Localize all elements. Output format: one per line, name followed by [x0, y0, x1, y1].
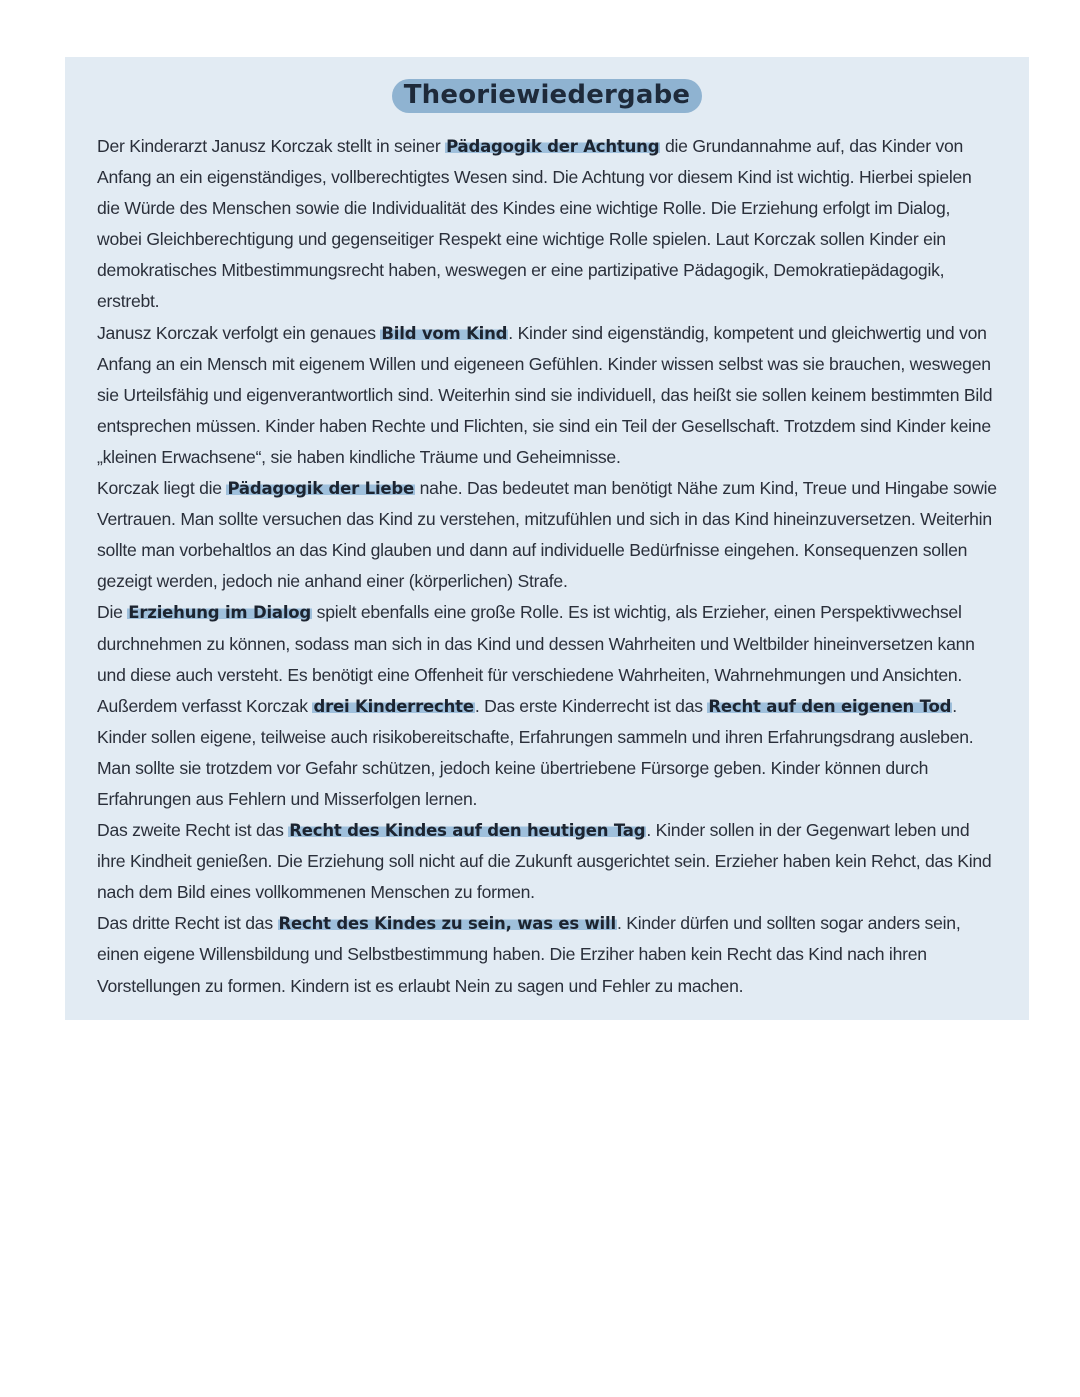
highlight-term: Pädagogik der Liebe [227, 479, 414, 499]
highlight-term: Erziehung im Dialog [128, 603, 312, 623]
highlight-term: Recht des Kindes auf den heutigen Tag [289, 821, 646, 841]
paragraph-text: Das dritte Recht ist das [97, 913, 278, 934]
highlight-term: Recht des Kindes zu sein, was es will [278, 914, 616, 934]
paragraph-dialog [97, 597, 997, 690]
paragraph-text: die Grundannahme auf, das Kinder von Anfang an ein eigenständiges, vollberechtigtes Wesen sind. Die Achtung vor diesem Kind ist wichtig. Hierbei spielen die Würde des Menschen sowie die Individualität des Kindes eine wichtige Rolle. Die Erziehung erfolgt im Dialog, wobei Gleichberechtigung und gegenseitiger Respekt eine wichtige Rolle spielen. Laut Korczak sollen Kinder ein demokratisches Mitbestimmungsrecht haben, weswegen er eine partizipative Pädagogik, Demokratiepädagogik, erstrebt. [97, 136, 972, 312]
paragraph-text: . Kinder sind eigenständig, kompetent und gleichwertig und von Anfang an ein Mensch mit eigenem Willen und eigeneen Gefühlen. Kinder wissen selbst was sie brauchen, weswegen sie Urteilsfähig und eigenverantwortlich sind. Weiterhin sind sie individuell, das heißt sie sollen keinem bestimmten Bild entsprechen müssen. Kinder haben Rechte und Flichten, sie sind ein Teil der Gesellschaft. Trotzdem sind Kinder keine „kleinen Erwachsene“, sie haben kindliche Träume und Geheimnisse. [97, 322, 993, 467]
paragraph-kinderrechte [97, 691, 997, 815]
paragraph-text: Janusz Korczak verfolgt ein genaues [97, 322, 381, 343]
paragraph-liebe [97, 473, 997, 597]
paragraph-text: nahe. Das bedeutet man benötigt Nähe zum Kind, Treue und Hingabe sowie Vertrauen. Man sollte versuchen das Kind zu verstehen, mitzufühlen und sich in das Kind hineinzuversetzen. Weiterhin sollte man vorbehaltlos an das Kind glauben und dann auf individuelle Bedürfnisse eingehen. Konsequenzen sollen gezeigt werden, jedoch nie anhand einer (körperlichen) Strafe. [97, 478, 997, 592]
note-panel [65, 57, 1029, 1020]
highlight-term: Recht auf den eigenen Tod [708, 696, 952, 716]
paragraph-text: Korczak liegt die [97, 478, 227, 499]
paragraph-text: . Das erste Kinderrecht ist das [474, 695, 708, 716]
paragraph-text: Das zweite Recht ist das [97, 820, 289, 841]
paragraph-text: spielt ebenfalls eine große Rolle. Es ist wichtig, als Erzieher, einen Perspektivwechsel durchnehmen zu können, sodass man sich in das Kind und dessen Wahrheiten und Weltbilder hineinversetzen kann und diese auch versteht. Es benötigt eine Offenheit für verschiedene Wahrheiten, Wahrnehmungen und Ansichten. [97, 602, 975, 685]
highlight-term: Bild vom Kind [381, 323, 508, 343]
highlight-term: drei Kinderrechte [313, 696, 474, 716]
title-container [65, 79, 1029, 113]
paragraph-heutiger-tag [97, 815, 997, 908]
paragraph-text: Der Kinderarzt Janusz Korczak stellt in seiner [97, 136, 446, 156]
paragraph-text: . Kinder sollen in der Gegenwart leben und ihre Kindheit genießen. Die Erziehung soll nicht auf die Zukunft ausgerichtet sein. Erzieher haben kein Rehct, das Kind nach dem Bild eines vollkommenen Menschen zu formen. [97, 820, 992, 903]
text-body [97, 131, 997, 1002]
paragraph-zu-sein [97, 908, 997, 1001]
highlight-term: Pädagogik der Achtung [446, 137, 660, 156]
paragraph-bild-vom-kind [97, 318, 997, 473]
page-title: Theoriewiedergabe [392, 79, 703, 113]
paragraph-achtung [97, 131, 997, 318]
paragraph-text: . Kinder sollen eigene, teilweise auch risikobereitschafte, Erfahrungen sammeln und ihren Erfahrungsdrang ausleben. Man sollte sie trotzdem vor Gefahr schützen, jedoch keine übertriebene Fürsorge geben. Kinder können durch Erfahrungen aus Fehlern und Misserfolgen lernen. [97, 695, 974, 809]
paragraph-text: Die [97, 602, 128, 623]
paragraph-text: Außerdem verfasst Korczak [97, 695, 313, 716]
paragraph-text: . Kinder dürfen und sollten sogar anders sein, einen eigene Willensbildung und Selbstbestimmung haben. Die Erziher haben kein Recht das Kind nach ihren Vorstellungen zu formen. Kindern ist es erlaubt Nein zu sagen und Fehler zu machen. [97, 913, 961, 996]
